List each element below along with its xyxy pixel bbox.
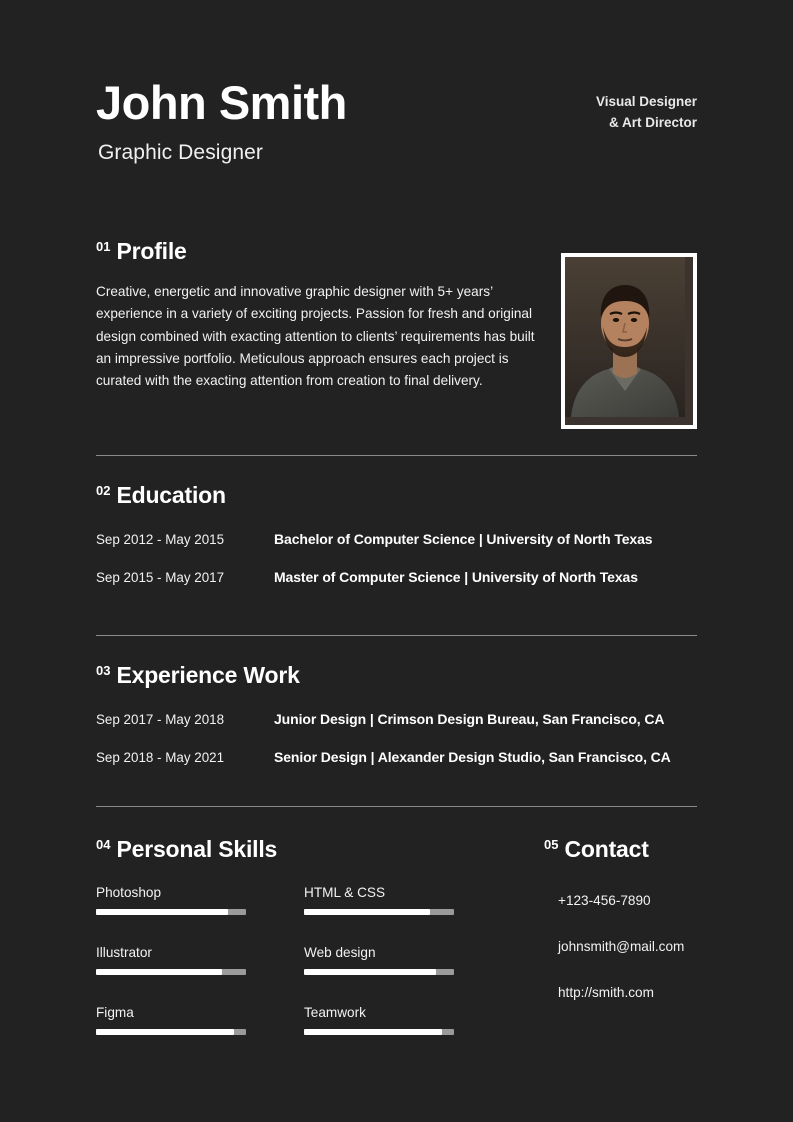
section-profile [96,238,697,392]
section-number: 01 [96,239,111,254]
page-title: John Smith [96,76,347,129]
divider-2 [96,635,697,636]
bottom-area [96,836,697,1035]
section-experience [96,662,697,765]
education-heading [96,482,697,509]
avatar [561,253,697,429]
skill-item [304,885,454,915]
section-education [96,482,697,585]
skill-bar [96,909,246,915]
skill-item [96,945,246,975]
skill-bar [304,909,454,915]
divider-3 [96,806,697,807]
education-date: Sep 2015 - May 2017 [96,570,225,585]
header-tagline [596,92,697,134]
education-date: Sep 2012 - May 2015 [96,532,225,547]
profile-text: Creative, energetic and innovative graphic designer with 5+ years’ experience in a variety of exciting projects. Passion for fresh and original design combined with exacting attention to clients’ requirements has built an impressive portfolio. Meticulous approach ensures each project is curated with the exacting attention from creation to final delivery. [96,284,535,389]
section-title: Experience Work [116,662,300,688]
skill-item [304,1005,454,1035]
section-title: Contact [564,836,649,862]
skill-bar [96,1029,246,1035]
skills-column-left [96,885,246,1035]
skill-label: HTML & CSS [304,885,386,900]
skill-item [96,885,246,915]
tagline-line-2: & Art Director [608,114,697,130]
skills-heading [96,836,526,863]
experience-row [96,711,697,727]
skill-label: Figma [96,1005,134,1020]
section-number: 03 [96,663,111,678]
skill-bar-fill [96,909,228,915]
section-title: Personal Skills [116,836,278,862]
section-number: 04 [96,837,111,852]
section-title: Education [116,482,226,508]
skill-bar-fill [96,1029,234,1035]
skills-column-right [304,885,454,1035]
section-contact [526,836,697,1035]
skill-bar-fill [304,969,436,975]
section-number: 02 [96,483,111,498]
skill-bar [304,1029,454,1035]
skill-item [96,1005,246,1035]
experience-date: Sep 2018 - May 2021 [96,750,225,765]
skill-bar-fill [304,909,430,915]
tagline-line-1: Visual Designer [595,94,697,109]
skill-bar [304,969,454,975]
skill-label: Teamwork [304,1005,366,1020]
divider-1 [96,455,697,456]
skill-bar-fill [96,969,222,975]
education-desc: Master of Computer Science | University of North Texas [274,569,638,585]
section-title: Profile [116,238,187,264]
skill-label: Photoshop [96,885,162,900]
contact-heading [544,836,697,863]
contact-email[interactable]: johnsmith@mail.com [558,939,685,954]
experience-desc: Junior Design | Crimson Design Bureau, San Francisco, CA [274,711,665,727]
education-row [96,531,697,547]
portrait-photo-icon [565,257,685,417]
skill-label: Illustrator [96,945,152,960]
skill-label: Web design [304,945,376,960]
section-number: 05 [544,837,559,852]
contact-website[interactable]: http://smith.com [558,985,654,1000]
education-row [96,569,697,585]
contact-phone[interactable]: +123-456-7890 [558,893,651,908]
section-skills [96,836,526,1035]
education-desc: Bachelor of Computer Science | University of North Texas [274,531,653,547]
job-role: Graphic Designer [98,141,264,165]
skill-bar [96,969,246,975]
experience-date: Sep 2017 - May 2018 [96,712,225,727]
skill-bar-fill [304,1029,442,1035]
experience-desc: Senior Design | Alexander Design Studio, San Francisco, CA [274,749,671,765]
experience-row [96,749,697,765]
skill-item [304,945,454,975]
experience-heading [96,662,697,689]
